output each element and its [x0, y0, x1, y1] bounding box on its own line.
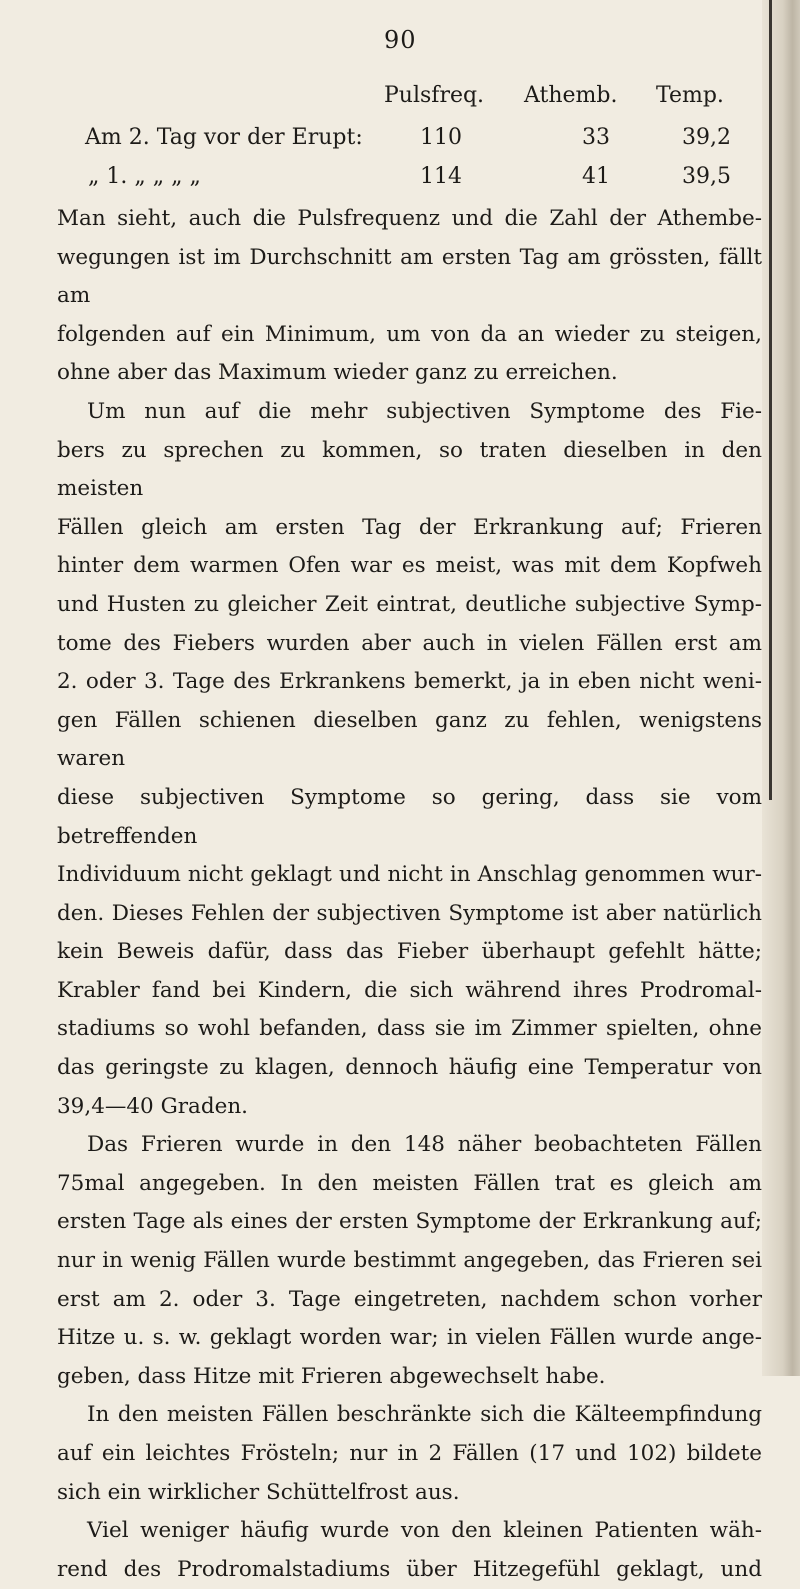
text-line: sich ein wirklicher Schüttelfrost aus. — [57, 1479, 460, 1505]
text-line: Um nun auf die mehr subjectiven Symptome des Fie- — [87, 398, 762, 424]
row-1-label: Am 2. Tag vor der Erupt: — [85, 125, 363, 150]
text-line: folgenden auf ein Minimum, um von da an wieder zu steigen, — [57, 321, 762, 347]
row-2-label: „ 1. „ „ „ „ — [88, 164, 201, 189]
text-line: das geringste zu klagen, dennoch häufig eine Temperatur von — [57, 1055, 762, 1081]
text-line: stadiums so wohl befanden, dass sie im Zimmer spielten, ohne — [57, 1016, 762, 1042]
text-line: gen Fällen schienen dieselben ganz zu fehlen, wenigstens waren — [57, 707, 762, 772]
text-line: diese subjectiven Symptome so gering, dass sie vom betreffenden — [57, 784, 762, 849]
text-line: rend des Prodromalstadiums über Hitzegefühl geklagt, und — [57, 1556, 762, 1582]
text-line: den. Dieses Fehlen der subjectiven Symptome ist aber natürlich — [57, 900, 762, 926]
text-line: Viel weniger häufig wurde von den kleinen Patienten wäh- — [87, 1518, 762, 1544]
text-line: wegungen ist im Durchschnitt am ersten Tag am grössten, fällt am — [57, 244, 762, 309]
text-line: auf ein leichtes Frösteln; nur in 2 Fällen (17 und 102) bildete — [57, 1441, 762, 1466]
body-text — [57, 200, 762, 1589]
row-1-temp: 39,2 — [682, 125, 731, 150]
text-line: geben, dass Hitze mit Frieren abgewechselt habe. — [57, 1363, 606, 1389]
text-line: 2. oder 3. Tage des Erkrankens bemerkt, ja in eben nicht weni- — [57, 669, 762, 695]
text-line: Fällen gleich am ersten Tag der Erkrankung auf; Frieren — [57, 514, 762, 540]
text-line: Krabler fand bei Kindern, die sich während ihres Prodromal- — [57, 977, 762, 1003]
header-pulsfreq: Pulsfreq. — [384, 83, 485, 108]
text-line: Man sieht, auch die Pulsfrequenz und die Zahl der Athembe- — [57, 206, 762, 231]
text-line: ersten Tage als eines der ersten Symptome der Erkrankung auf; — [57, 1209, 762, 1235]
row-2-pulse: 114 — [420, 164, 462, 189]
text-line: Individuum nicht geklagt und nicht in Anschlag genommen wur- — [57, 862, 762, 888]
row-1-athemb: 33 — [582, 125, 610, 150]
header-athemb: Athemb. — [524, 83, 618, 108]
row-1-pulse: 110 — [420, 125, 462, 150]
text-line: kein Beweis dafür, dass das Fieber überhaupt gefehlt hätte; — [57, 939, 762, 965]
text-line: bers zu sprechen zu kommen, so traten dieselben in den meisten — [57, 437, 762, 502]
page-edge-shadow — [762, 0, 800, 1376]
header-temp: Temp. — [656, 83, 724, 108]
row-2-temp: 39,5 — [682, 164, 731, 189]
text-line: hinter dem warmen Ofen war es meist, was mit dem Kopfweh — [57, 553, 762, 579]
text-line: erst am 2. oder 3. Tage eingetreten, nachdem schon vorher — [57, 1286, 762, 1312]
text-line: 39,4—40 Graden. — [57, 1093, 249, 1119]
page-number: 90 — [384, 26, 417, 54]
row-2-athemb: 41 — [582, 164, 610, 189]
text-line: und Husten zu gleicher Zeit eintrat, deutliche subjective Symp- — [57, 591, 762, 617]
text-line: tome des Fiebers wurden aber auch in vielen Fällen erst am — [57, 630, 762, 656]
text-line: 75mal angegeben. In den meisten Fällen trat es gleich am — [57, 1170, 762, 1196]
text-line: Das Frieren wurde in den 148 näher beobachteten Fällen — [87, 1132, 762, 1158]
binding-line — [769, 0, 772, 800]
text-line: In den meisten Fällen beschränkte sich die Kälteempfindung — [87, 1402, 762, 1428]
text-line: nur in wenig Fällen wurde bestimmt angegeben, das Frieren sei — [57, 1248, 762, 1274]
text-line: ohne aber das Maximum wieder ganz zu erreichen. — [57, 360, 618, 386]
text-line: Hitze u. s. w. geklagt worden war; in vielen Fällen wurde ange- — [57, 1325, 762, 1351]
